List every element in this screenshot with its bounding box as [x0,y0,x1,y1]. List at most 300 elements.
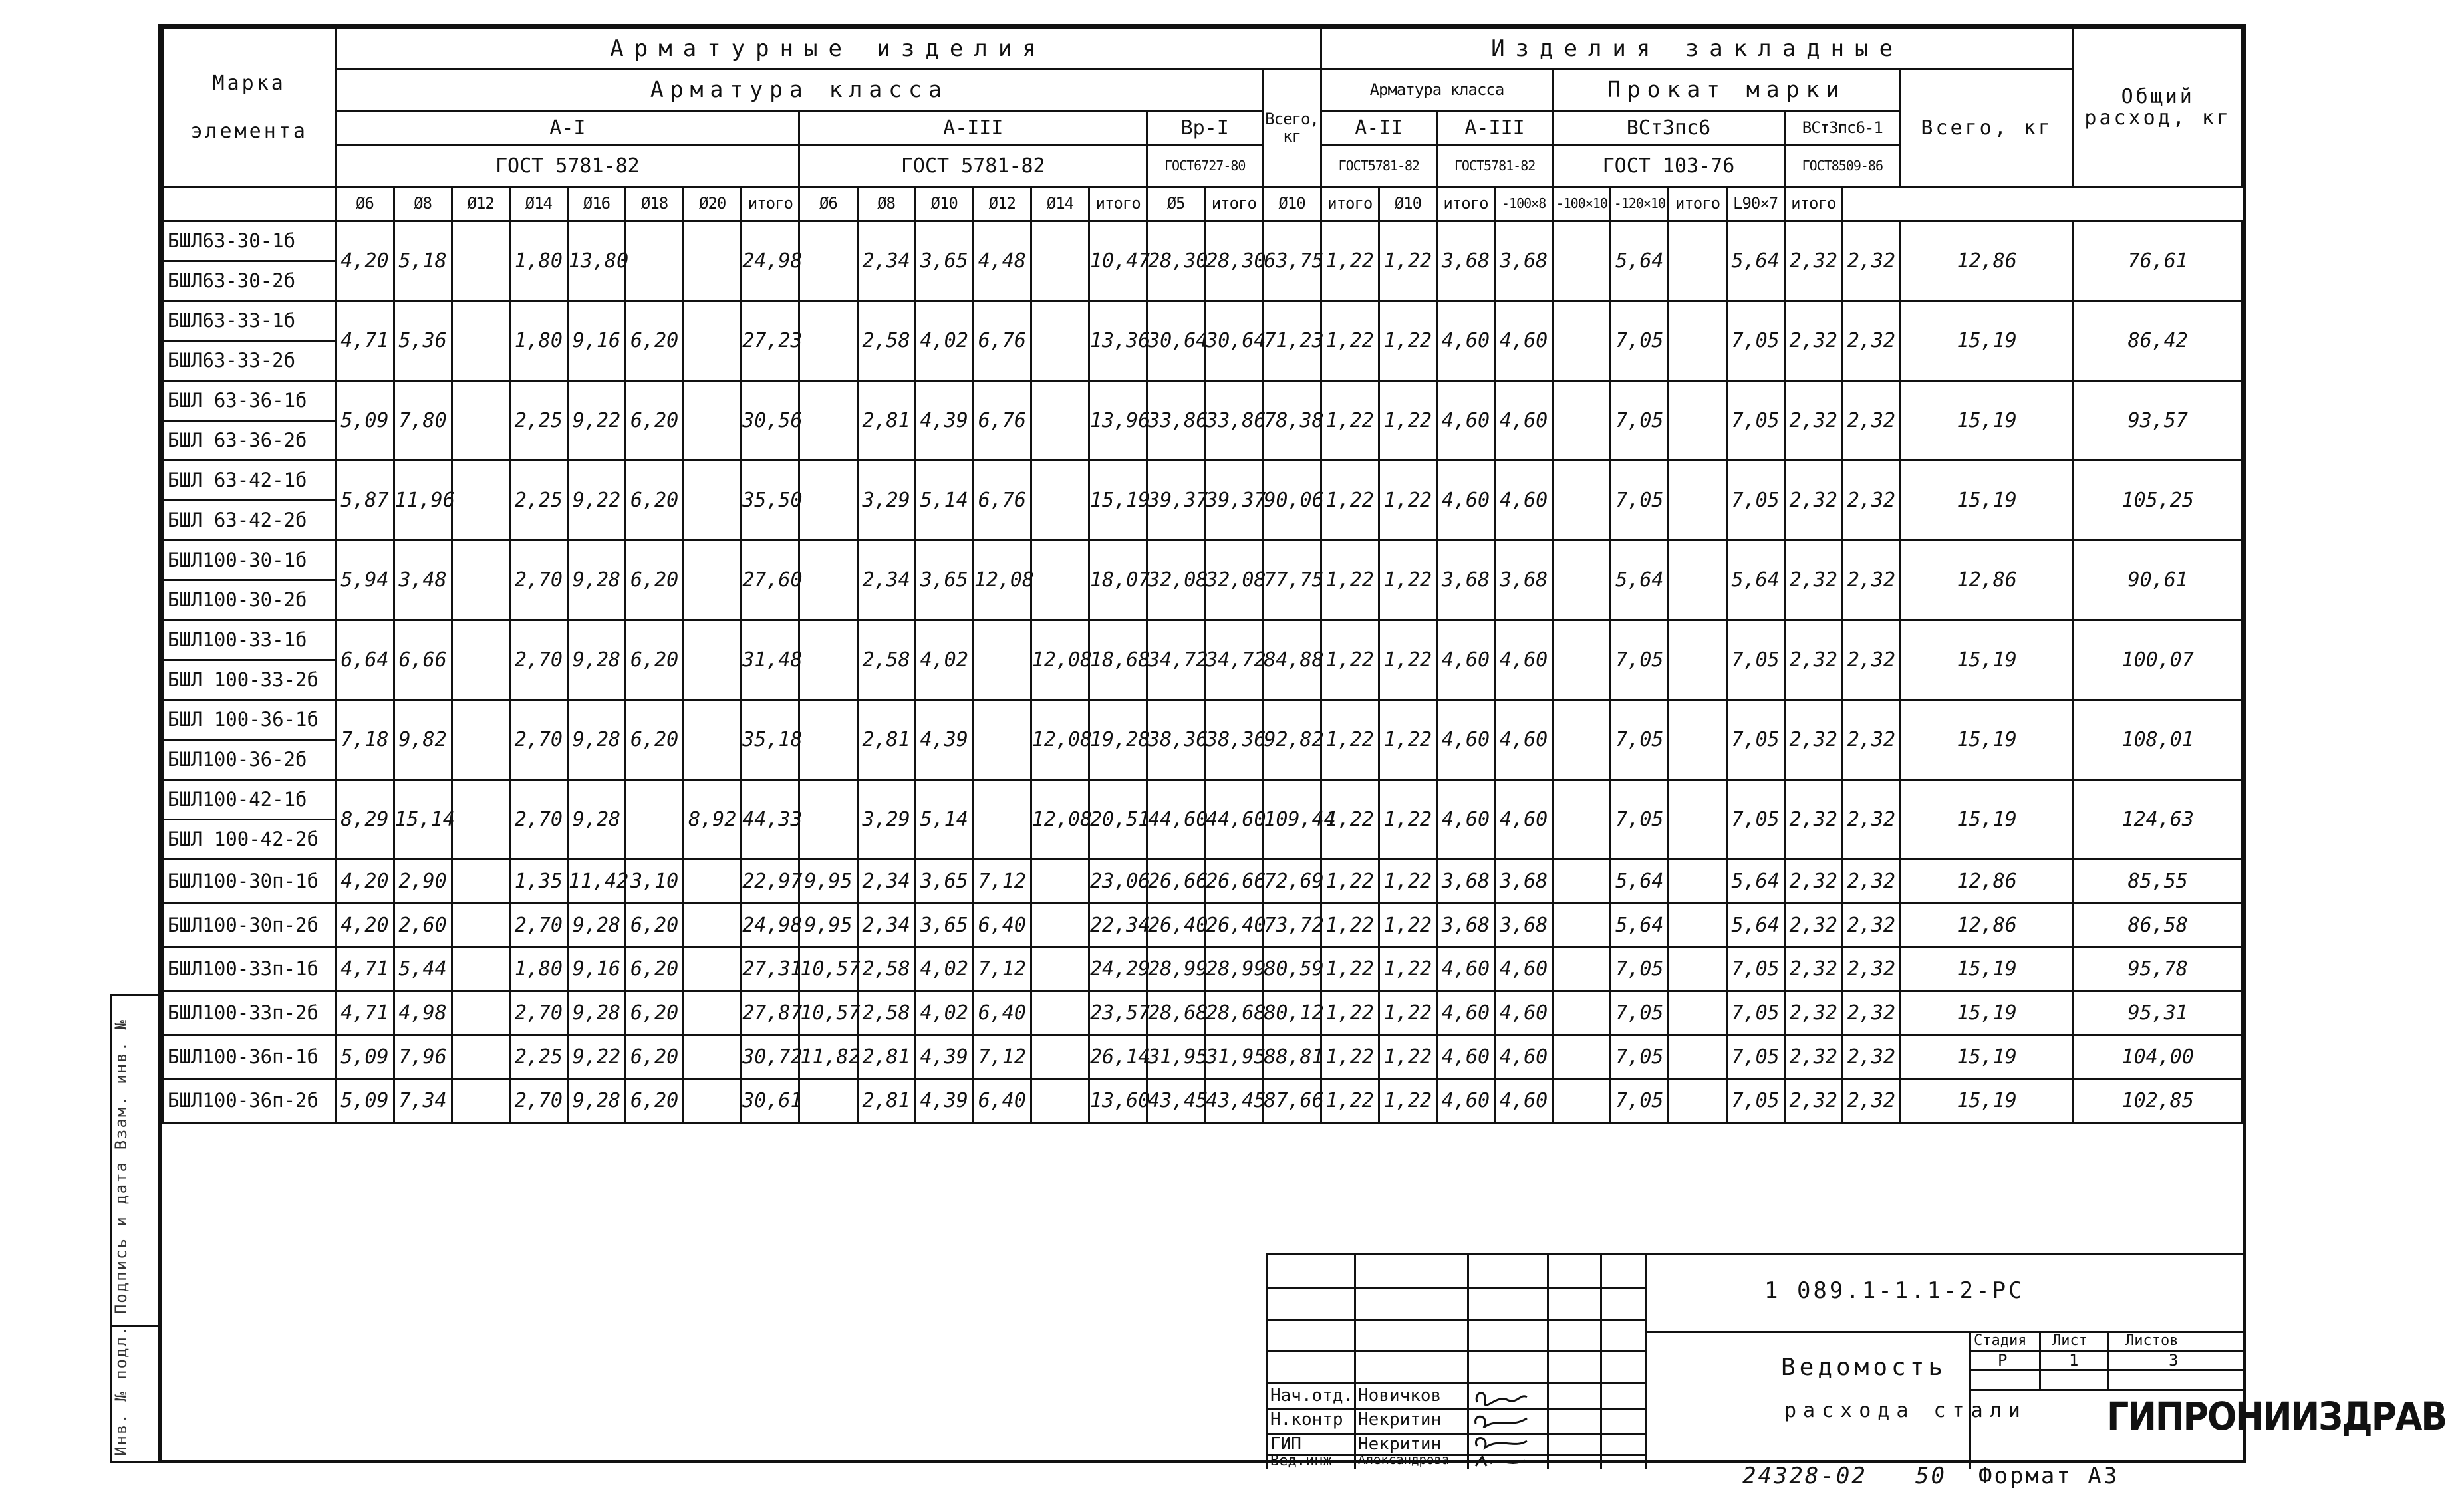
subheader-10: Ø10 [915,187,973,221]
value-cell: 15,19 [1900,700,2074,780]
value-cell: 3,65 [915,860,973,904]
value-cell: 2,81 [857,1035,915,1079]
value-cell: 18,07 [1089,541,1147,620]
value-cell: 4,60 [1495,947,1553,991]
table-row [163,1079,2242,1123]
value-cell: 2,70 [509,904,567,947]
value-cell: 33,86 [1147,381,1205,461]
sheet-label: Лист [2052,1332,2088,1349]
value-cell: 34,72 [1147,620,1205,700]
value-cell [1669,947,1726,991]
value-cell [452,221,509,301]
value-cell: 6,20 [626,991,684,1035]
value-cell: 28,30 [1147,221,1205,301]
value-cell: 108,01 [2074,700,2242,780]
value-cell: 2,70 [509,541,567,620]
value-cell [452,1035,509,1079]
subheader-12: Ø14 [1031,187,1089,221]
value-cell [452,947,509,991]
value-cell [684,620,742,700]
value-cell: 4,60 [1436,780,1494,860]
value-cell: 12,08 [1031,700,1089,780]
role-3: ГИП [1270,1434,1301,1454]
value-cell: 86,42 [2074,301,2242,381]
value-cell: 80,12 [1263,991,1321,1035]
table-row [163,947,2242,991]
rolled-mark-header: Прокат марки [1553,70,1901,111]
value-cell: 30,61 [742,1079,799,1123]
value-cell: 92,82 [1263,700,1321,780]
value-cell: 80,59 [1263,947,1321,991]
subheader-24: L90×7 [1726,187,1784,221]
value-cell: 3,68 [1495,221,1553,301]
table-row [163,860,2242,904]
value-cell: 2,25 [509,381,567,461]
value-cell: 71,23 [1263,301,1321,381]
value-cell: 34,72 [1205,620,1263,700]
value-cell [1031,541,1089,620]
value-cell: 30,64 [1147,301,1205,381]
value-cell [684,904,742,947]
value-cell: 4,60 [1495,461,1553,541]
subheader-21: -100×10 [1553,187,1611,221]
value-cell: 1,22 [1379,620,1436,700]
value-cell: 1,22 [1321,860,1379,904]
value-cell: 3,29 [857,461,915,541]
value-cell [684,301,742,381]
table-row [163,461,2242,501]
value-cell: 2,32 [1842,780,1900,860]
value-cell: 1,22 [1321,381,1379,461]
value-cell: 15,19 [1900,1035,2074,1079]
value-cell: 1,80 [509,947,567,991]
element-mark: БШЛ63-33-1б [163,301,336,341]
value-cell: 7,05 [1726,991,1784,1035]
value-cell: 15,19 [1089,461,1147,541]
value-cell: 13,36 [1089,301,1147,381]
value-cell: 7,05 [1611,381,1669,461]
value-cell: 1,22 [1321,541,1379,620]
value-cell: 3,68 [1495,860,1553,904]
value-cell: 12,08 [1031,780,1089,860]
value-cell: 9,28 [567,991,625,1035]
value-cell: 3,68 [1495,904,1553,947]
value-cell: 2,32 [1784,947,1842,991]
document-number: 1 089.1-1.1-2-РС [1764,1277,2025,1304]
value-cell: 104,00 [2074,1035,2242,1079]
value-cell [799,780,857,860]
value-cell: 15,19 [1900,780,2074,860]
value-cell: 33,86 [1205,381,1263,461]
value-cell: 2,60 [394,904,452,947]
value-cell [452,381,509,461]
value-cell: 2,32 [1842,381,1900,461]
value-cell: 2,32 [1784,1035,1842,1079]
value-cell: 44,60 [1147,780,1205,860]
value-cell: 4,48 [973,221,1031,301]
value-cell: 77,75 [1263,541,1321,620]
value-cell: 2,34 [857,221,915,301]
value-cell [1031,1079,1089,1123]
value-cell: 35,50 [742,461,799,541]
rebar-products-header: Арматурные изделия [336,29,1321,70]
value-cell: 88,81 [1263,1035,1321,1079]
value-cell: 4,39 [915,700,973,780]
table-row [163,904,2242,947]
value-cell: 7,05 [1611,780,1669,860]
value-cell [1669,381,1726,461]
value-cell [1553,381,1611,461]
value-cell: 32,08 [1205,541,1263,620]
value-cell: 12,08 [1031,620,1089,700]
value-cell [684,381,742,461]
value-cell: 2,32 [1842,1079,1900,1123]
value-cell: 15,19 [1900,301,2074,381]
value-cell: 4,60 [1436,381,1494,461]
value-cell: 28,99 [1147,947,1205,991]
value-cell [799,700,857,780]
value-cell [452,991,509,1035]
value-cell: 2,32 [1842,947,1900,991]
value-cell: 7,05 [1611,461,1669,541]
value-cell: 27,60 [742,541,799,620]
value-cell: 2,34 [857,904,915,947]
subheader-11: Ø12 [973,187,1031,221]
value-cell [1031,461,1089,541]
subheader-14: Ø5 [1147,187,1205,221]
value-cell [1553,700,1611,780]
element-mark: БШЛ100-33-1б [163,620,336,660]
value-cell: 2,70 [509,620,567,700]
value-cell: 1,22 [1379,860,1436,904]
value-cell: 3,68 [1436,221,1494,301]
value-cell: 15,19 [1900,991,2074,1035]
value-cell: 78,38 [1263,381,1321,461]
title-block [1266,1253,2245,1469]
element-mark: БШЛ 63-42-2б [163,501,336,541]
value-cell: 30,56 [742,381,799,461]
value-cell: 7,12 [973,947,1031,991]
value-cell [1669,221,1726,301]
value-cell: 12,86 [1900,541,2074,620]
value-cell [452,780,509,860]
value-cell [1669,860,1726,904]
element-mark: БШЛ100-33п-2б [163,991,336,1035]
value-cell: 1,22 [1321,947,1379,991]
value-cell: 13,80 [567,221,625,301]
value-cell: 6,20 [626,904,684,947]
value-cell: 1,22 [1379,904,1436,947]
value-cell: 7,05 [1611,620,1669,700]
value-cell: 1,22 [1321,991,1379,1035]
value-cell: 1,80 [509,221,567,301]
value-cell [1031,301,1089,381]
subheader-1: Ø8 [394,187,452,221]
value-cell [1553,860,1611,904]
value-cell: 5,14 [915,780,973,860]
value-cell: 1,22 [1379,221,1436,301]
value-cell: 27,23 [742,301,799,381]
value-cell: 2,32 [1784,1079,1842,1123]
value-cell: 2,34 [857,541,915,620]
value-cell [1031,860,1089,904]
value-cell: 5,14 [915,461,973,541]
value-cell: 4,71 [336,991,394,1035]
value-cell: 2,81 [857,1079,915,1123]
element-mark: БШЛ100-36-2б [163,740,336,780]
value-cell: 2,32 [1784,904,1842,947]
value-cell: 105,25 [2074,461,2242,541]
class-a3-header: А-III [799,111,1147,146]
value-cell: 2,70 [509,700,567,780]
value-cell: 4,60 [1495,620,1553,700]
element-mark: БШЛ 100-36-1б [163,700,336,740]
sheet-value: 1 [2069,1351,2079,1370]
value-cell: 3,29 [857,780,915,860]
value-cell: 1,80 [509,301,567,381]
value-cell: 2,58 [857,991,915,1035]
gost-8509: ГОСТ8509-86 [1784,146,1900,187]
value-cell: 4,60 [1495,991,1553,1035]
value-cell [973,620,1031,700]
value-cell: 85,55 [2074,860,2242,904]
value-cell: 35,18 [742,700,799,780]
value-cell [973,700,1031,780]
value-cell: 5,64 [1726,541,1784,620]
value-cell: 93,57 [2074,381,2242,461]
value-cell: 3,68 [1436,860,1494,904]
value-cell: 3,65 [915,221,973,301]
value-cell: 4,60 [1436,461,1494,541]
value-cell: 9,22 [567,461,625,541]
value-cell: 9,28 [567,904,625,947]
value-cell: 2,32 [1842,904,1900,947]
value-cell: 90,61 [2074,541,2242,620]
value-cell: 10,47 [1089,221,1147,301]
subheader-15: итого [1205,187,1263,221]
value-cell: 2,32 [1842,541,1900,620]
value-cell: 9,95 [799,904,857,947]
value-cell: 9,28 [567,700,625,780]
value-cell: 5,09 [336,381,394,461]
element-mark: БШЛ100-36п-2б [163,1079,336,1123]
value-cell: 2,32 [1784,620,1842,700]
subheader-9: Ø8 [857,187,915,221]
value-cell [1669,461,1726,541]
drawing-sheet [158,24,2446,1469]
value-cell [1553,541,1611,620]
value-cell: 1,22 [1321,904,1379,947]
signature-1 [1470,1388,1530,1408]
value-cell [1553,301,1611,381]
value-cell: 26,66 [1205,860,1263,904]
value-cell: 19,28 [1089,700,1147,780]
value-cell: 4,60 [1436,1035,1494,1079]
value-cell [1553,620,1611,700]
value-cell: 95,78 [2074,947,2242,991]
value-cell: 10,57 [799,947,857,991]
value-cell: 7,05 [1611,947,1669,991]
value-cell [1553,947,1611,991]
value-cell: 3,65 [915,904,973,947]
value-cell: 12,86 [1900,904,2074,947]
value-cell: 2,32 [1842,860,1900,904]
element-mark: БШЛ63-30-2б [163,261,336,301]
value-cell: 1,22 [1379,301,1436,381]
value-cell: 63,75 [1263,221,1321,301]
value-cell: 1,22 [1321,301,1379,381]
value-cell: 2,32 [1842,700,1900,780]
value-cell: 3,68 [1436,541,1494,620]
value-cell: 4,60 [1495,700,1553,780]
value-cell [1031,221,1089,301]
value-cell: 22,34 [1089,904,1147,947]
value-cell: 2,90 [394,860,452,904]
value-cell: 3,10 [626,860,684,904]
rebar-class-header: Арматура класса [336,70,1263,111]
subheader-17: итого [1321,187,1379,221]
value-cell: 1,22 [1321,1035,1379,1079]
value-cell: 4,60 [1436,620,1494,700]
value-cell: 5,94 [336,541,394,620]
value-cell: 3,68 [1495,541,1553,620]
value-cell [1669,301,1726,381]
value-cell: 6,40 [973,904,1031,947]
value-cell: 1,22 [1321,221,1379,301]
value-cell: 84,88 [1263,620,1321,700]
value-cell: 1,22 [1321,620,1379,700]
value-cell [1669,1079,1726,1123]
margin-note: Инв. № подл. Подпись и дата Взам. инв. № [112,1019,130,1456]
value-cell [1669,991,1726,1035]
value-cell: 44,60 [1205,780,1263,860]
value-cell: 9,28 [567,620,625,700]
value-cell: 24,98 [742,904,799,947]
value-cell: 2,25 [509,461,567,541]
value-cell: 9,16 [567,947,625,991]
class-vr1-header: Вр-I [1147,111,1263,146]
value-cell: 2,81 [857,381,915,461]
value-cell: 7,34 [394,1079,452,1123]
footer-page: 50 [1915,1463,1947,1489]
value-cell [1669,1035,1726,1079]
value-cell: 4,02 [915,620,973,700]
value-cell: 6,20 [626,541,684,620]
value-cell: 4,60 [1495,1035,1553,1079]
vst3ps6-header: ВСт3пс6 [1553,111,1785,146]
value-cell [1031,381,1089,461]
value-cell: 8,29 [336,780,394,860]
value-cell: 30,72 [742,1035,799,1079]
value-cell: 26,40 [1147,904,1205,947]
value-cell [1553,221,1611,301]
value-cell: 6,20 [626,1079,684,1123]
subheader-20: -100×8 [1495,187,1553,221]
value-cell: 7,05 [1726,301,1784,381]
element-mark: БШЛ63-33-2б [163,341,336,381]
value-cell: 2,32 [1784,700,1842,780]
value-cell: 7,05 [1611,301,1669,381]
value-cell: 5,64 [1726,221,1784,301]
table-row [163,991,2242,1035]
table-row [163,700,2242,740]
value-cell: 4,60 [1495,780,1553,860]
value-cell: 5,64 [1611,541,1669,620]
value-cell: 2,70 [509,1079,567,1123]
value-cell: 23,57 [1089,991,1147,1035]
value-cell: 7,05 [1726,700,1784,780]
value-cell: 3,68 [1436,904,1494,947]
sheets-label: Листов [2125,1332,2179,1349]
value-cell: 6,66 [394,620,452,700]
value-cell: 26,14 [1089,1035,1147,1079]
value-cell: 5,64 [1726,904,1784,947]
value-cell: 27,31 [742,947,799,991]
value-cell [1553,461,1611,541]
value-cell: 7,05 [1726,620,1784,700]
value-cell: 22,97 [742,860,799,904]
value-cell: 7,80 [394,381,452,461]
subheader-22: -120×10 [1611,187,1669,221]
role-4: Вед.инж [1270,1453,1332,1469]
value-cell: 38,36 [1147,700,1205,780]
value-cell: 9,28 [567,780,625,860]
value-cell: 87,66 [1263,1079,1321,1123]
class-a1-header: А-I [336,111,799,146]
value-cell: 7,05 [1726,381,1784,461]
value-cell: 5,64 [1726,860,1784,904]
value-cell: 11,42 [567,860,625,904]
value-cell: 9,28 [567,1079,625,1123]
value-cell [1553,1079,1611,1123]
element-mark: БШЛ 100-33-2б [163,660,336,700]
element-mark: БШЛ 63-36-2б [163,421,336,461]
subheader-0: Ø6 [336,187,394,221]
subheader-3: Ø14 [509,187,567,221]
value-cell: 3,48 [394,541,452,620]
gost-103: ГОСТ 103-76 [1553,146,1785,187]
value-cell: 31,95 [1205,1035,1263,1079]
element-mark: БШЛ100-30-2б [163,580,336,620]
element-mark: БШЛ100-42-1б [163,780,336,820]
value-cell: 7,05 [1726,947,1784,991]
subheader-13: итого [1089,187,1147,221]
value-cell: 6,40 [973,991,1031,1035]
person-4: Александрова [1358,1453,1450,1467]
value-cell: 6,76 [973,461,1031,541]
value-cell: 2,58 [857,301,915,381]
value-cell: 2,32 [1842,1035,1900,1079]
gost-a1: ГОСТ 5781-82 [336,146,799,187]
value-cell: 73,72 [1263,904,1321,947]
value-cell [1553,780,1611,860]
value-cell: 12,86 [1900,860,2074,904]
value-cell: 6,20 [626,700,684,780]
signature-3 [1470,1433,1530,1453]
value-cell: 7,18 [336,700,394,780]
value-cell: 95,31 [2074,991,2242,1035]
value-cell: 4,02 [915,301,973,381]
element-mark: БШЛ 100-42-2б [163,820,336,860]
value-cell: 5,64 [1611,221,1669,301]
title-line2: расхода стали [1784,1399,2027,1422]
value-cell: 5,64 [1611,904,1669,947]
value-cell [799,461,857,541]
value-cell: 6,20 [626,1035,684,1079]
value-cell: 6,20 [626,461,684,541]
value-cell [684,1035,742,1079]
value-cell: 4,60 [1436,301,1494,381]
